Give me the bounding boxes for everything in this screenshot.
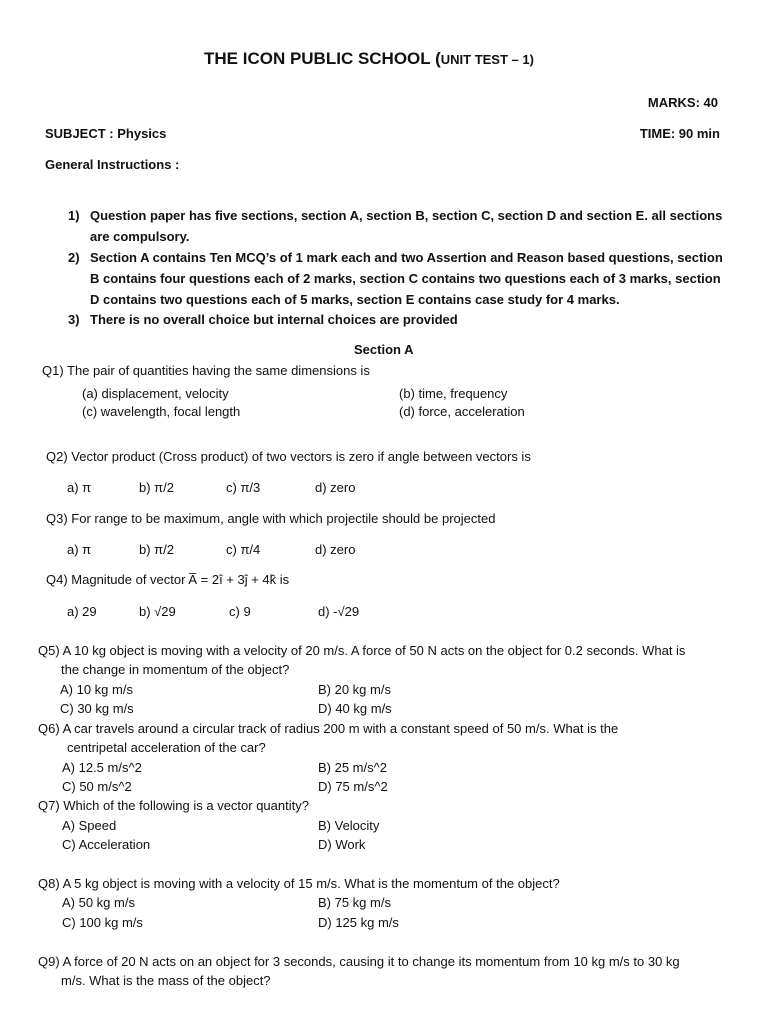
general-instructions-heading: General Instructions : — [45, 157, 180, 172]
question-q8: Q8) A 5 kg object is moving with a velocity of 15 m/s. What is the momentum of the object? — [38, 876, 560, 891]
option: b) π/2 — [139, 480, 174, 495]
option: B) Velocity — [318, 818, 380, 833]
option: d) zero — [315, 542, 356, 557]
question-q2: Q2) Vector product (Cross product) of two vectors is zero if angle between vectors is — [46, 449, 531, 464]
option: B) 25 m/s^2 — [318, 760, 387, 775]
option: a) 29 — [67, 604, 97, 619]
option: A) Speed — [62, 818, 117, 833]
instruction-number: 1) — [68, 208, 80, 223]
question-q9-continued: m/s. What is the mass of the object? — [61, 973, 271, 988]
option: C) 100 kg m/s — [62, 915, 143, 930]
subject-label: SUBJECT : Physics — [45, 126, 167, 141]
question-q6: Q6) A car travels around a circular track of radius 200 m with a constant speed of 50 m/s. What is the — [38, 721, 619, 736]
option: C) Acceleration — [62, 837, 151, 852]
instruction-text: Section A contains Ten MCQ’s of 1 mark each and two Assertion and Reason based questions, section B contains four questions each of 2 marks, section C contains two questions each of 3 marks, section D contains two questions each of 5 marks, section E contains case study for 4 marks. — [90, 250, 723, 307]
time-label: TIME: 90 min — [639, 126, 720, 141]
section-title: Section A — [354, 342, 414, 357]
option: B) 20 kg m/s — [318, 682, 391, 697]
option: d) zero — [315, 480, 356, 495]
question-q9: Q9) A force of 20 N acts on an object for 3 seconds, causing it to change its momentum from 10 kg m/s to 30 kg — [38, 954, 680, 969]
option: (d) force, acceleration — [399, 404, 525, 419]
question-q5-continued: the change in momentum of the object? — [61, 662, 290, 677]
option: b) √29 — [139, 604, 176, 619]
option: (a) displacement, velocity — [82, 386, 229, 401]
question-q5: Q5) A 10 kg object is moving with a velocity of 20 m/s. A force of 50 N acts on the object for 0.2 seconds. What is — [38, 643, 686, 658]
option: c) 9 — [229, 604, 251, 619]
option: c) π/3 — [226, 480, 261, 495]
option: A) 10 kg m/s — [60, 682, 133, 697]
option: D) 125 kg m/s — [318, 915, 399, 930]
option: B) 75 kg m/s — [318, 895, 391, 910]
option: (b) time, frequency — [399, 386, 508, 401]
option: D) 40 kg m/s — [318, 701, 392, 716]
option: (c) wavelength, focal length — [82, 404, 241, 419]
marks-label: MARKS: 40 — [647, 95, 718, 110]
instruction-text: Question paper has five sections, section A, section B, section C, section D and section E. all sections are compulsory. — [90, 208, 723, 244]
instruction-number: 2) — [68, 250, 80, 265]
instruction-text: There is no overall choice but internal choices are provided — [90, 312, 458, 327]
option: d) -√29 — [318, 604, 360, 619]
option: a) π — [67, 480, 92, 495]
test-name: UNIT TEST – 1) — [440, 52, 534, 67]
question-q1: Q1) The pair of quantities having the same dimensions is — [42, 363, 370, 378]
option: c) π/4 — [226, 542, 261, 557]
question-q6-continued: centripetal acceleration of the car? — [67, 740, 266, 755]
option: b) π/2 — [139, 542, 174, 557]
option: D) Work — [318, 837, 366, 852]
school-name: THE ICON PUBLIC SCHOOL ( — [204, 49, 441, 68]
option: A) 12.5 m/s^2 — [62, 760, 142, 775]
option: D) 75 m/s^2 — [318, 779, 388, 794]
question-q7: Q7) Which of the following is a vector quantity? — [38, 798, 309, 813]
option: C) 30 kg m/s — [60, 701, 134, 716]
option: C) 50 m/s^2 — [62, 779, 132, 794]
page-title — [204, 48, 534, 71]
question-q3: Q3) For range to be maximum, angle with which projectile should be projected — [46, 511, 496, 526]
instruction-number: 3) — [68, 312, 80, 327]
question-q4: Q4) Magnitude of vector A̅ = 2î + 3ĵ + 4k̂ is — [46, 572, 290, 587]
option: a) π — [67, 542, 92, 557]
option: A) 50 kg m/s — [62, 895, 135, 910]
